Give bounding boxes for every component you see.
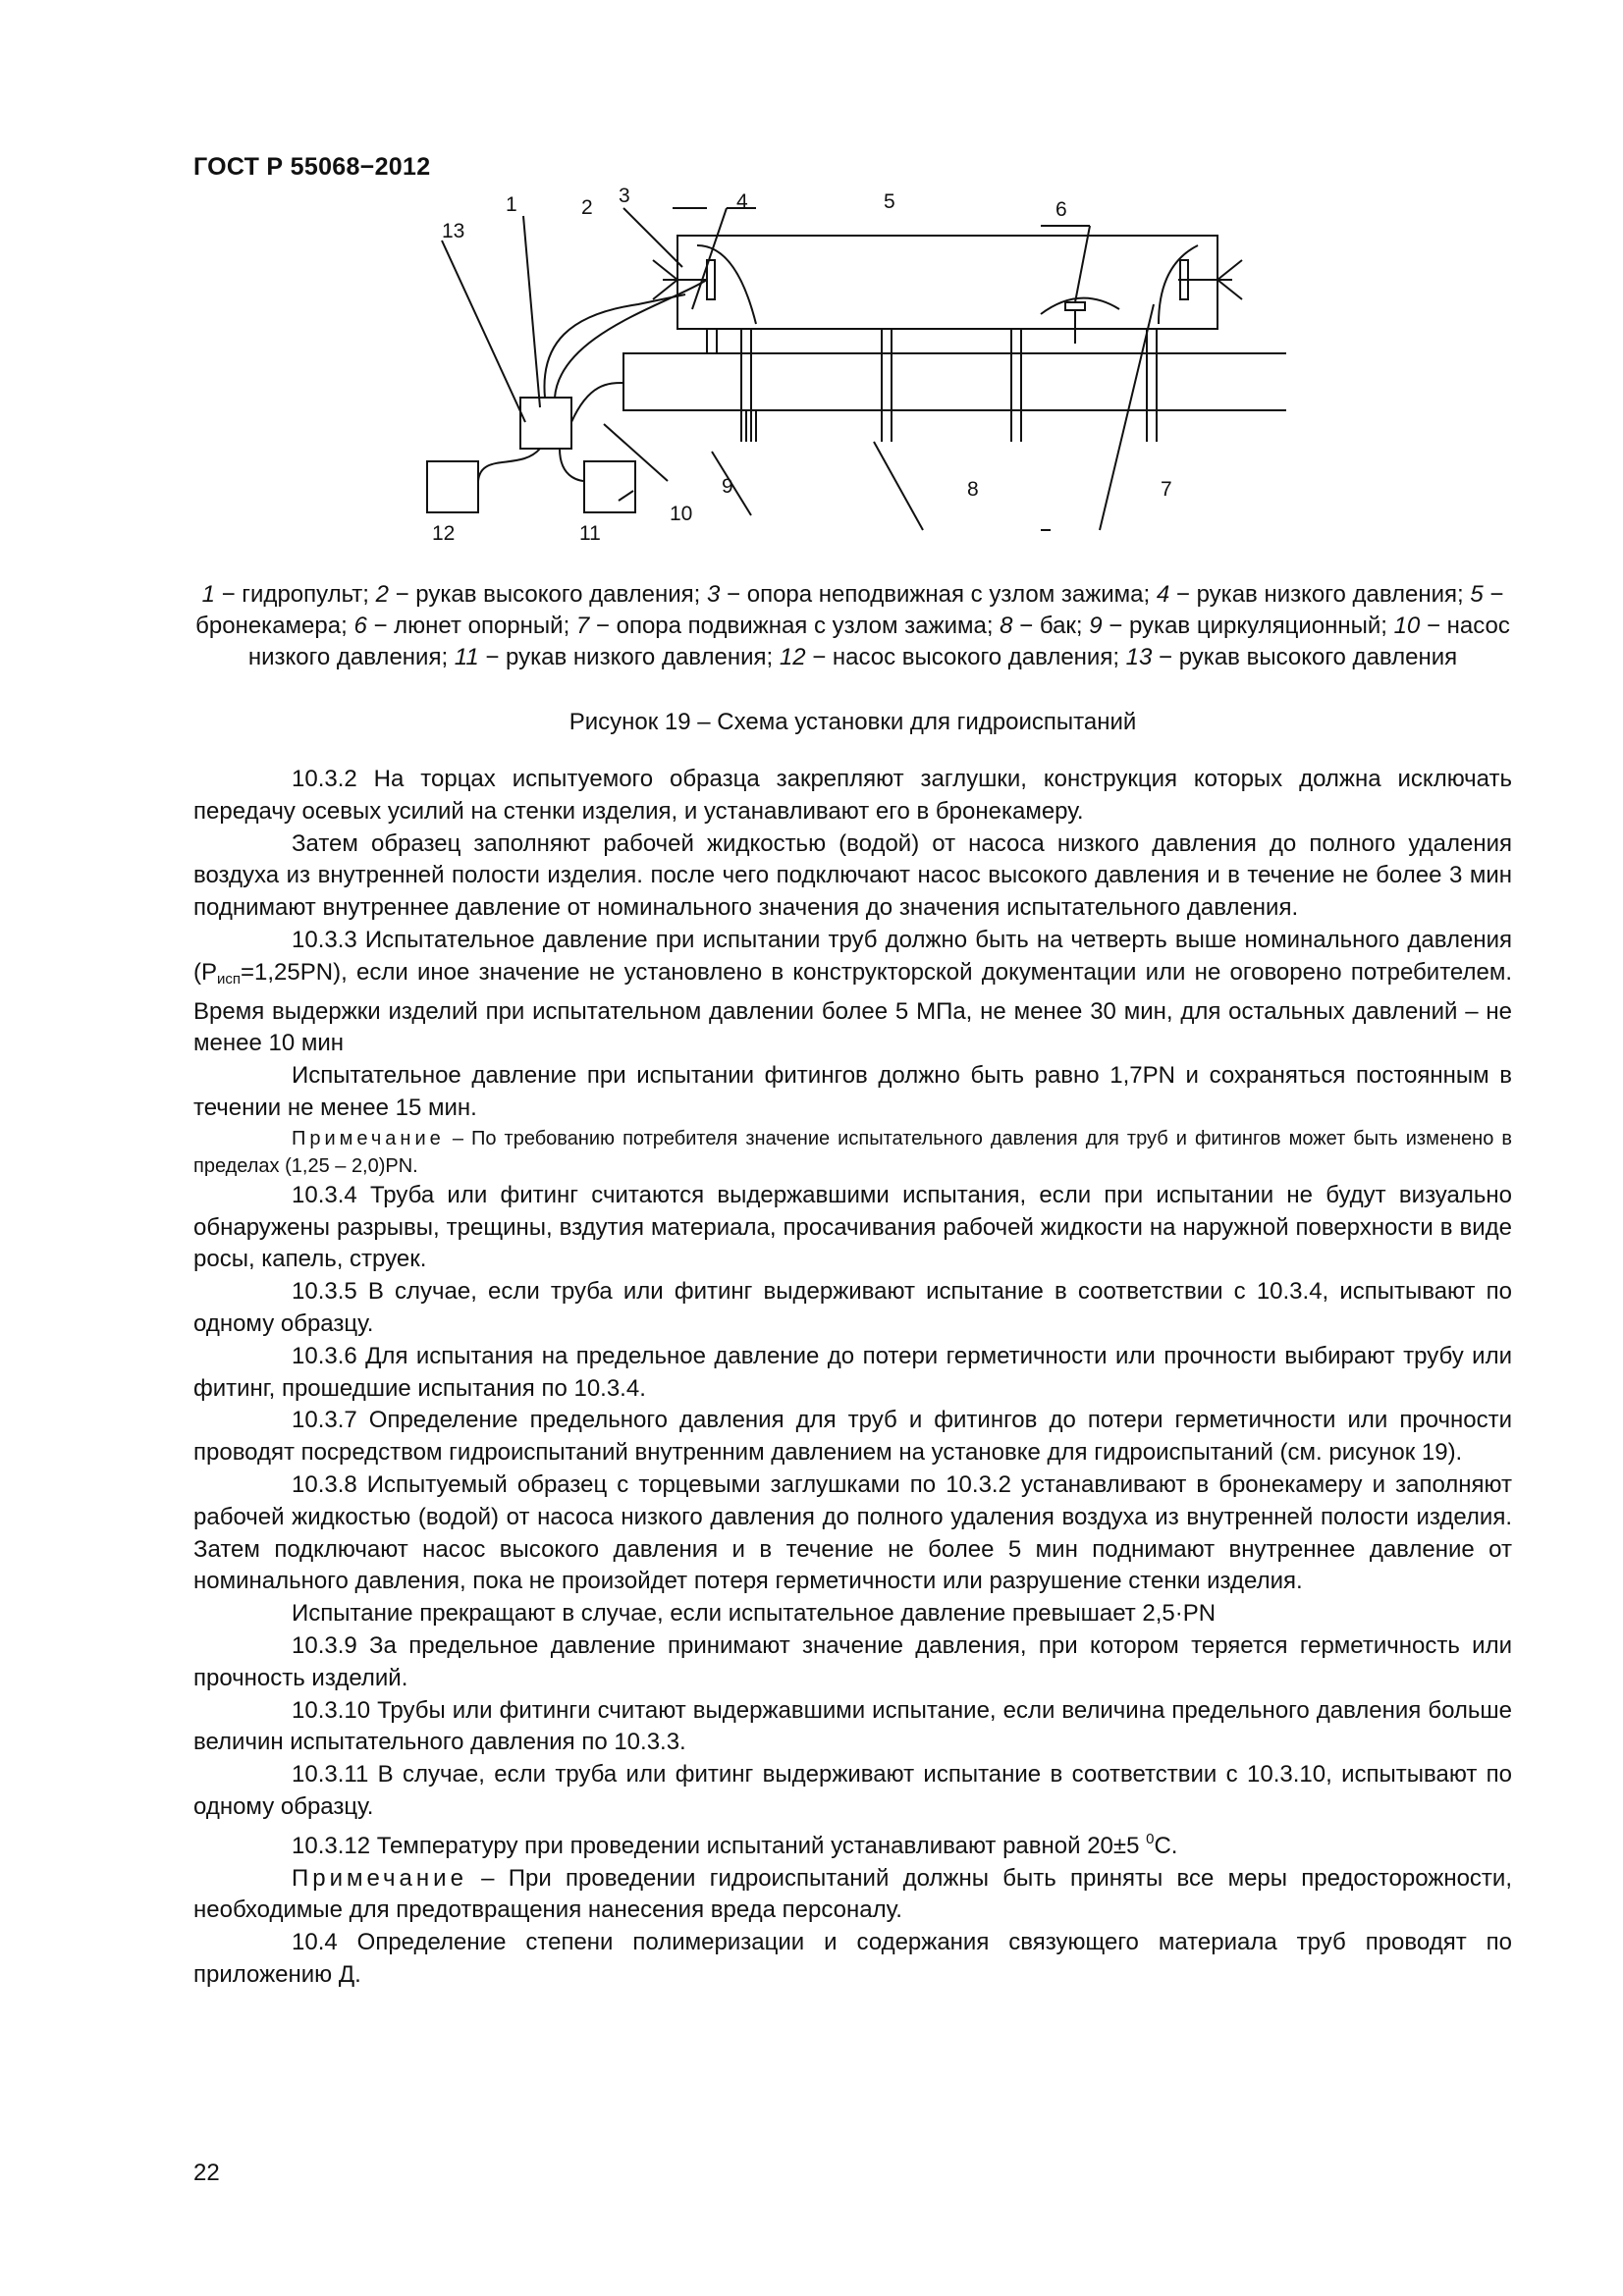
callout-5: 5 — [884, 190, 895, 213]
paragraph-fittings: Испытательное давление при испытании фитингов должно быть равно 1,7PN и сохраняться постоянным в течении не менее 15 мин. — [193, 1062, 1512, 1121]
p14-text-b: С. — [1154, 1832, 1178, 1859]
legend-text-12: − насос высокого давления; — [805, 644, 1126, 670]
p14-text-a: 10.3.12 Температуру при проведении испытаний устанавливают равной 20±5 — [292, 1832, 1147, 1859]
legend-num-7: 7 — [575, 613, 590, 639]
page-number: 22 — [193, 2160, 220, 2186]
note-1-label: Примечание — [292, 1127, 445, 1149]
paragraph-10-3-7: 10.3.7 Определение предельного давления для труб и фитингов до потери герметичности или прочности проводят посредством гидроиспытаний внутренним давлением на установке для гидроиспытаний (см. рисунок 19). — [193, 1407, 1512, 1467]
legend-num-5: 5 — [1470, 581, 1484, 608]
document-header: ГОСТ Р 55068−2012 — [193, 153, 431, 181]
callout-6: 6 — [1055, 198, 1067, 221]
legend-num-12: 12 — [779, 644, 806, 670]
p3-subscript: исп — [217, 970, 242, 988]
paragraph-10-3-6: 10.3.6 Для испытания на предельное давление до потери герметичности или прочности выбирают трубу или фитинг, прошедшие испытания по 10.3.4. — [193, 1342, 1512, 1402]
legend-text-8: − бак; — [1012, 613, 1090, 639]
callout-11: 11 — [579, 522, 601, 545]
legend-text-1: − гидропульт; — [214, 581, 376, 608]
paragraph-10-4: 10.4 Определение степени полимеризации и содержания связующего материала труб проводят по приложению Д. — [193, 1929, 1512, 1988]
figure-caption: Рисунок 19 – Схема установки для гидроиспытаний — [568, 709, 1137, 735]
note-2-label: Примечание — [292, 1864, 467, 1892]
legend-num-10: 10 — [1393, 613, 1421, 639]
note-2 — [193, 1863, 1512, 1928]
legend-text-3: − опора неподвижная с узлом зажима; — [720, 581, 1157, 608]
legend-text-13: − рукав высокого давления — [1152, 644, 1458, 670]
paragraph-fill: Затем образец заполняют рабочей жидкостью (водой) от насоса низкого давления до полного удаления воздуха из внутренней полости изделия. после чего подключают насос высокого давления и в течение не более 3 мин поднимают внутреннее давление от номинального значения до значения испытательного давления. — [193, 829, 1512, 922]
paragraph-10-3-5: 10.3.5 В случае, если труба или фитинг выдерживают испытание в соответствии с 10.3.4, испытывают по одному образцу. — [193, 1278, 1512, 1337]
callout-8: 8 — [967, 478, 979, 501]
paragraph-10-3-3 — [193, 925, 1512, 1060]
note-2-text: – При проведении гидроиспытаний должны быть приняты все меры предосторожности, необходимые для предотвращения нанесения вреда персоналу. — [193, 1864, 1512, 1924]
callout-10: 10 — [670, 503, 693, 525]
legend-text-6: − люнет опорный; — [366, 613, 576, 639]
high-pressure-pump — [427, 461, 478, 512]
legend-text-11: − рукав низкого давления; — [478, 644, 780, 670]
p14-superscript: 0 — [1146, 1830, 1155, 1847]
note-1 — [193, 1125, 1512, 1180]
legend-num-4: 4 — [1156, 581, 1170, 608]
hydropulse-unit — [520, 398, 571, 449]
low-pressure-pump — [584, 461, 635, 512]
p3-text-b: =1,25PN), если иное значение не установлено в конструкторской документации или не оговорено потребителем. Время выдержки изделий при испытательном давлении более 5 МПа, не менее 30 мин, для остальных давлений – не менее 10 мин — [193, 958, 1512, 1057]
legend-text-5: − бронекамера; — [195, 581, 1504, 639]
paragraph-10-3-10: 10.3.10 Трубы или фитинги считают выдержавшими испытание, если величина предельного давления больше величин испытательного давления по 10.3.3. — [193, 1696, 1512, 1756]
callout-2: 2 — [581, 196, 593, 219]
note-1-text: – По требованию потребителя значение испытательного давления для труб и фитингов может быть изменено в пределах (1,25 – 2,0)PN. — [193, 1127, 1512, 1177]
callout-9: 9 — [722, 475, 733, 498]
tank — [623, 353, 1286, 410]
paragraph-stop: Испытание прекращают в случае, если испытательное давление превышает 2,5·PN — [292, 1600, 1217, 1628]
test-rig-schematic — [412, 187, 1286, 560]
callout-13: 13 — [442, 220, 465, 242]
legend-text-10: − насос низкого давления; — [247, 613, 1510, 670]
callout-1: 1 — [506, 193, 517, 216]
paragraph-10-3-2: 10.3.2 На торцах испытуемого образца закрепляют заглушки, конструкция которых должна исключать передачу осевых усилий на стенки изделия, и устанавливают его в бронекамеру. — [193, 766, 1512, 825]
callout-7: 7 — [1161, 478, 1172, 501]
paragraph-10-3-11: 10.3.11 В случае, если труба или фитинг выдерживают испытание в соответствии с 10.3.10, испытывают по одному образцу. — [193, 1761, 1512, 1820]
body-text — [193, 764, 1512, 1992]
legend-num-11: 11 — [454, 644, 479, 670]
legend-num-8: 8 — [1000, 613, 1013, 639]
legend-num-1: 1 — [201, 581, 215, 608]
paragraph-10-3-4: 10.3.4 Труба или фитинг считаются выдержавшими испытания, если при испытании не будут визуально обнаружены разрывы, трещины, вздутия материала, просачивания рабочей жидкости на наружной поверхности в виде росы, капель, струек. — [193, 1181, 1512, 1273]
paragraph-10-3-9: 10.3.9 За предельное давление принимают значение давления, при котором теряется герметичность или прочность изделий. — [193, 1631, 1512, 1691]
paragraph-10-3-12 — [193, 1824, 1512, 1863]
legend-num-9: 9 — [1089, 613, 1103, 639]
legend-num-3: 3 — [707, 581, 721, 608]
callout-4: 4 — [736, 190, 748, 213]
legend-num-2: 2 — [375, 581, 389, 608]
figure-19-diagram — [412, 187, 1286, 560]
p3-text-a: 10.3.3 Испытательное давление при испытании труб должно быть на четверть выше номинального давления (Р — [193, 926, 1512, 986]
callout-3: 3 — [619, 187, 630, 207]
callout-12: 12 — [432, 522, 456, 545]
legend-num-6: 6 — [353, 613, 367, 639]
legend-text-9: − рукав циркуляционный; — [1102, 613, 1394, 639]
armored-chamber — [677, 236, 1217, 329]
legend-text-4: − рукав низкого давления; — [1169, 581, 1471, 608]
legend-text-2: − рукав высокого давления; — [388, 581, 708, 608]
legend-text-7: − опора подвижная с узлом зажима; — [589, 613, 1001, 639]
legend-num-13: 13 — [1125, 644, 1153, 670]
figure-legend — [193, 579, 1512, 673]
paragraph-10-3-8: 10.3.8 Испытуемый образец с торцевыми заглушками по 10.3.2 устанавливают в бронекамеру и заполняют рабочей жидкостью (водой) от насоса низкого давления до полного удаления воздуха из внутренней полости изделия. Затем подключают насос высокого давления и в течение не более 5 мин поднимают внутреннее давление от номинального давления, пока не произойдет потеря герметичности или разрушение стенки изделия. — [193, 1470, 1512, 1595]
